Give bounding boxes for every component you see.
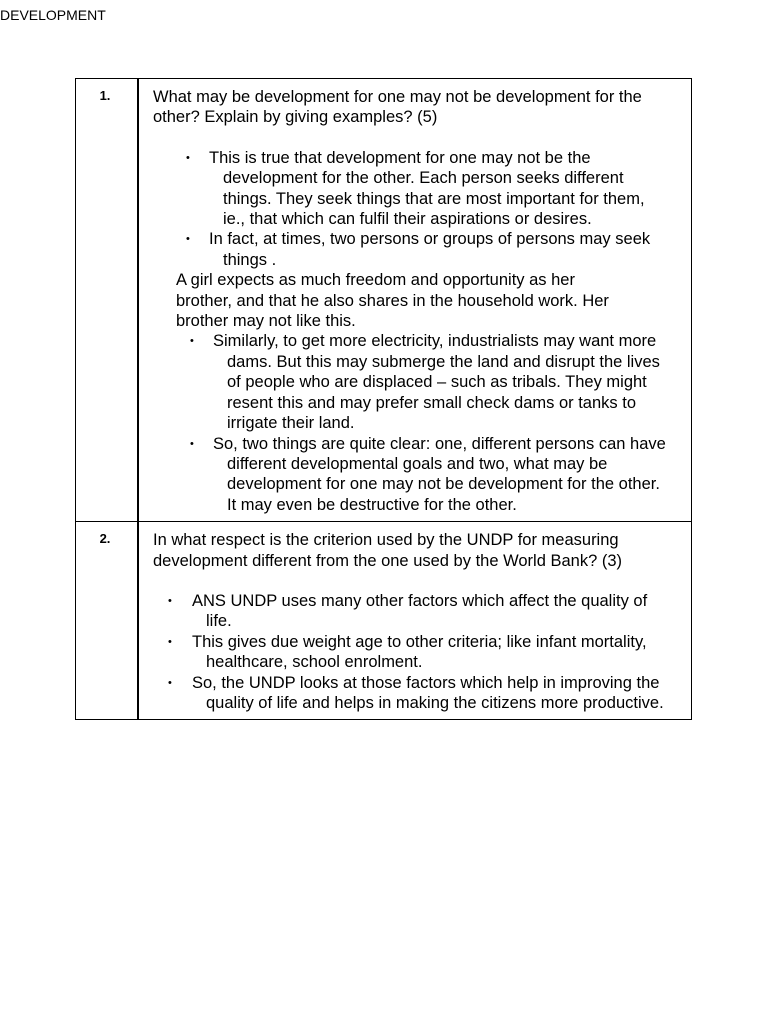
answer-bullet: • So, two things are quite clear: one, different persons can have different developmental goals and two, what may be development for one may not be development for the other. It may even be destructive for the other. bbox=[139, 434, 669, 516]
question-number: 2. bbox=[99, 531, 111, 547]
question-content-cell bbox=[138, 79, 692, 522]
table-row bbox=[76, 522, 692, 720]
answer-bullet: • This is true that development for one may not be the development for the other. Each person seeks different things. They seek things that are most important for them, ie., that which can fulfil their aspirations or desires. bbox=[139, 148, 663, 230]
question-content-cell bbox=[138, 522, 692, 720]
answer-bullet: • In fact, at times, two persons or groups of persons may seek things . bbox=[139, 229, 663, 270]
question-text: What may be development for one may not be development for the other? Explain by giving examples? (5) bbox=[153, 88, 642, 127]
page-header: DEVELOPMENT bbox=[0, 7, 106, 23]
table-row bbox=[76, 79, 692, 522]
answer-bullet: • So, the UNDP looks at those factors which help in improving the quality of life and helps in making the citizens more productive. bbox=[139, 673, 673, 714]
answer-bullet: • ANS UNDP uses many other factors which affect the quality of life. bbox=[139, 591, 673, 632]
question-number: 1. bbox=[99, 88, 111, 103]
answer-paragraph: A girl expects as much freedom and opportunity as her brother, and that he also shares in the household work. Her brother may not like this. bbox=[176, 271, 609, 331]
answer-bullet: • This gives due weight age to other criteria; like infant mortality, healthcare, school enrolment. bbox=[139, 632, 673, 673]
question-text: In what respect is the criterion used by the UNDP for measuring development different from the one used by the World Bank? (3) bbox=[153, 531, 622, 570]
answer-block bbox=[139, 148, 691, 521]
answer-bullet: • Similarly, to get more electricity, industrialists may want more dams. But this may submerge the land and disrupt the lives of people who are displaced – such as tribals. They might resent this and may prefer small check dams or tanks to irrigate their land. bbox=[139, 331, 669, 433]
question-number-cell bbox=[76, 79, 139, 522]
question-number-cell bbox=[76, 522, 139, 720]
answer-block bbox=[139, 591, 691, 719]
question-answer-table bbox=[75, 78, 692, 720]
